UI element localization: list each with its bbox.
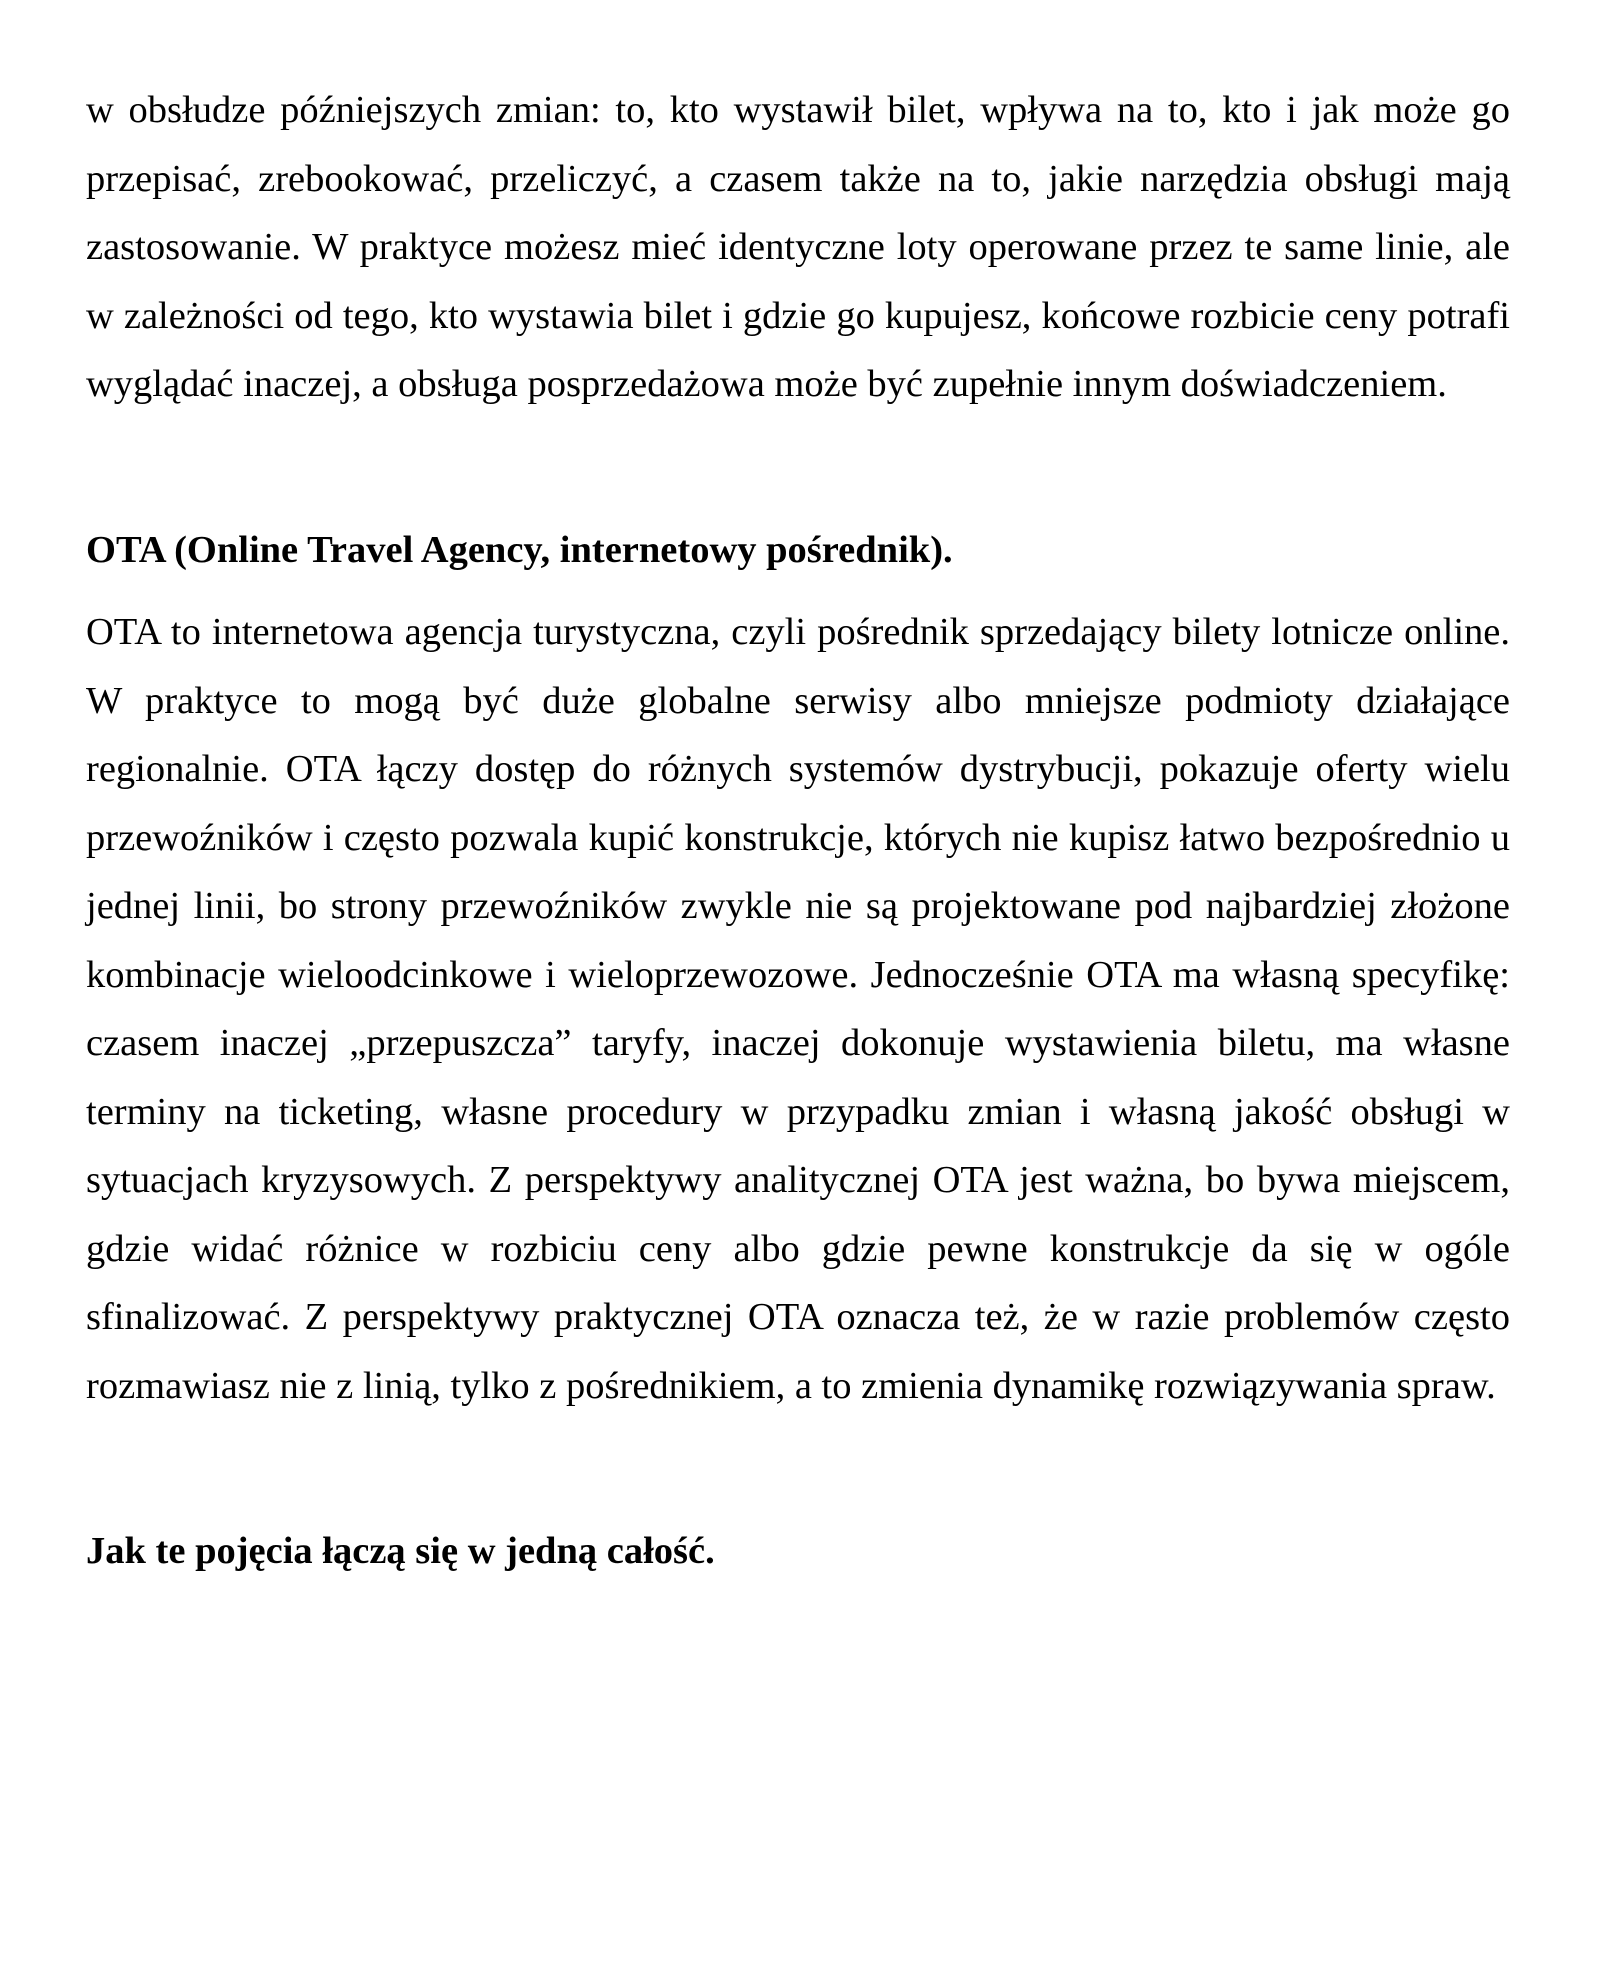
section-heading-ota: OTA (Online Travel Agency, internetowy pośrednik). — [86, 528, 953, 571]
paragraph-ota-definition: OTA to internetowa agencja turystyczna, czyli pośrednik sprzedający bilety lotnicze online. W praktyce to mogą być duże globalne serwisy albo mniejsze podmioty działające regionalnie. OTA łączy dostęp do różnych systemów dystrybucji, pokazuje oferty wielu przewoźników i często pozwala kupić konstrukcje, których nie kupisz łatwo bezpośrednio u jednej linii, bo strony przewoźników zwykle nie są projektowane pod najbardziej złożone kombinacje wieloodcinkowe i wieloprzewozowe. Jednocześnie OTA ma własną specyfikę: czasem inaczej „przepuszcza” taryfy, inaczej dokonuje wystawienia biletu, ma własne terminy na ticketing, własne procedury w przypadku zmian i własną jakość obsługi w sytuacjach kryzysowych. Z perspektywy analitycznej OTA jest ważna, bo bywa miejscem, gdzie widać różnice w rozbiciu ceny albo gdzie pewne konstrukcje da się w ogóle sfinalizować. Z perspektywy praktycznej OTA oznacza też, że w razie problemów często rozmawiasz nie z linią, tylko z pośrednikiem, a to zmienia dynamikę rozwiązywania spraw. — [86, 611, 1510, 1407]
document-page — [86, 76, 1510, 1586]
section-heading-concepts-combined: Jak te pojęcia łączą się w jedną całość. — [86, 1530, 715, 1572]
paragraph-ticket-issuer-impact: w obsłudze późniejszych zmian: to, kto wystawił bilet, wpływa na to, kto i jak może go przepisać, zrebookować, przeliczyć, a czasem także na to, jakie narzędzia obsługi mają zastosowanie. W praktyce możesz mieć identyczne loty operowane przez te same linie, ale w zależności od tego, kto wystawia bilet i gdzie go kupujesz, końcowe rozbicie ceny potrafi wyglądać inaczej, a obsługa posprzedażowa może być zupełnie innym doświadczeniem. — [86, 89, 1510, 405]
